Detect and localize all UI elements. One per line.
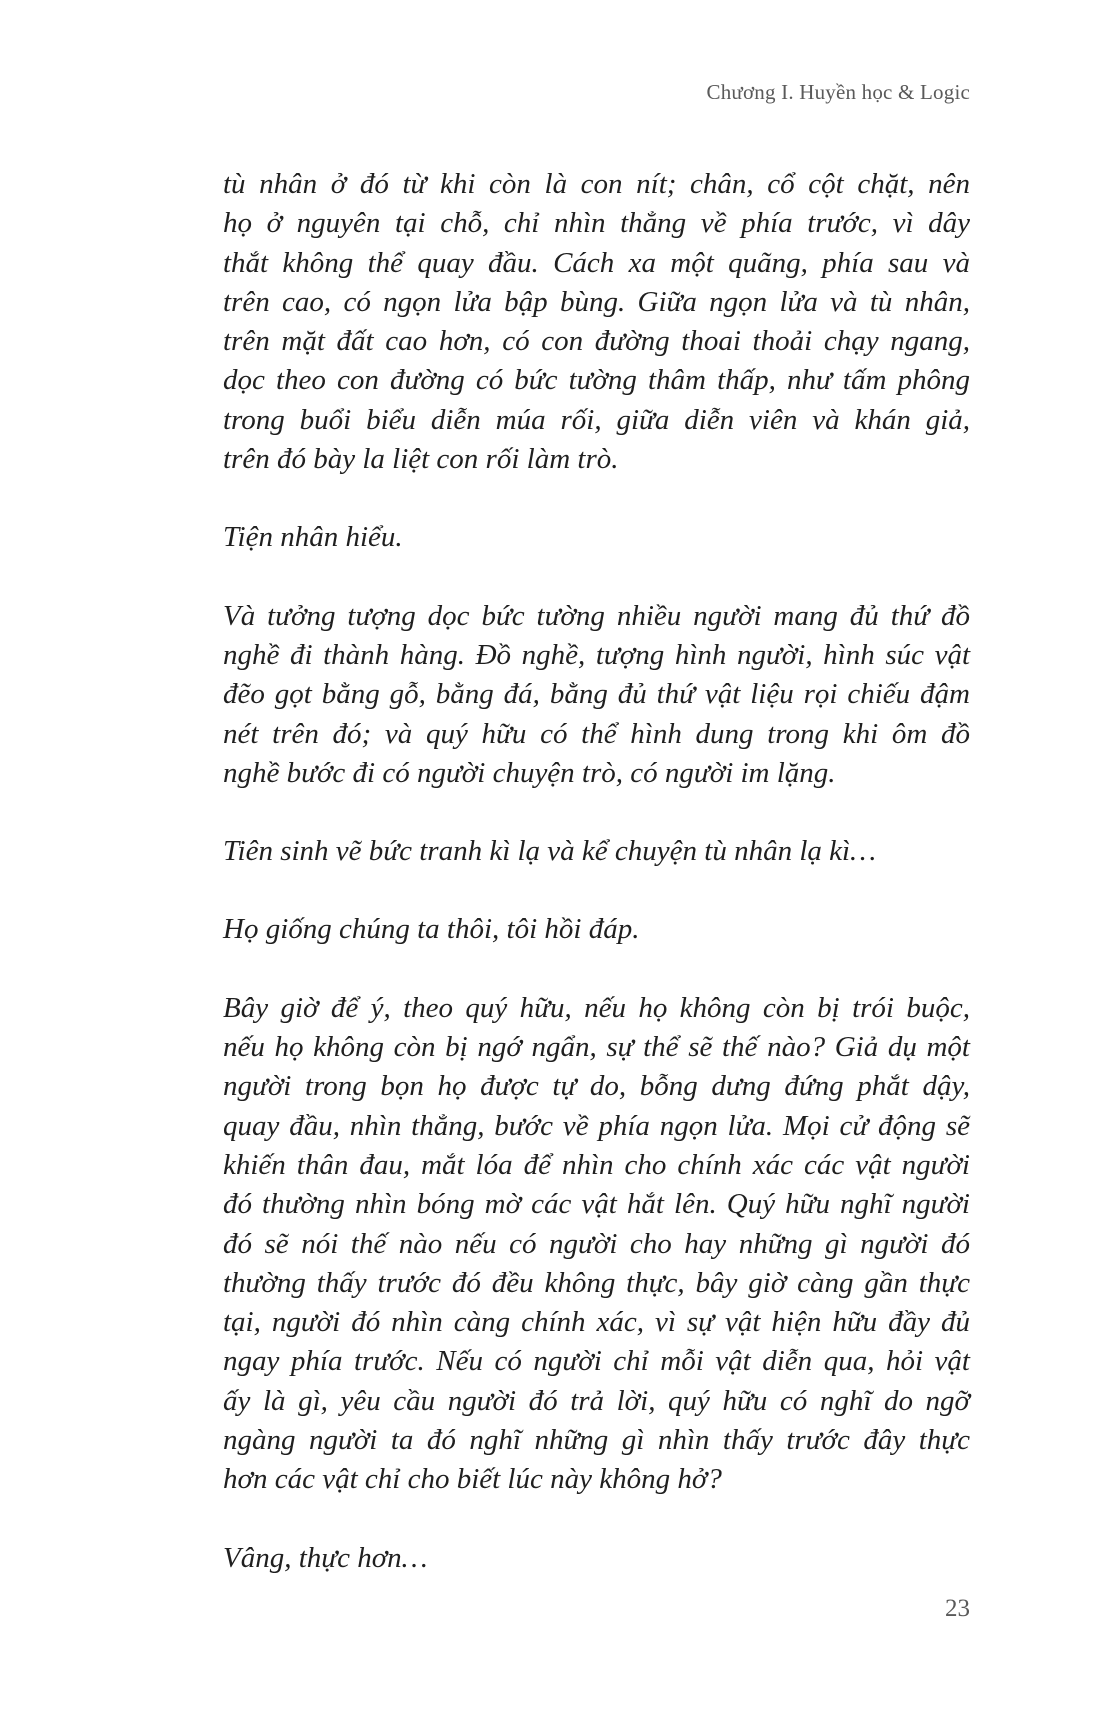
text-line: Bây giờ để ý, theo quý hữu, nếu họ không còn bị trói buộc, bbox=[223, 991, 970, 1024]
text-line: Tiên sinh vẽ bức tranh kì lạ và kể chuyện tù nhân lạ kì… bbox=[223, 835, 876, 868]
text-line: thường thấy trước đó đều không thực, bây giờ càng gần thực bbox=[223, 1266, 970, 1299]
paragraph-3 bbox=[223, 597, 970, 793]
paragraph-1 bbox=[223, 165, 970, 479]
text-line: tù nhân ở đó từ khi còn là con nít; chân, cổ cột chặt, nên bbox=[223, 168, 970, 200]
text-line: đẽo gọt bằng gỗ, bằng đá, bằng đủ thứ vật liệu rọi chiếu đậm bbox=[223, 678, 970, 711]
text-line: ngàng người ta đó nghĩ những gì nhìn thấy trước đây thực bbox=[223, 1424, 970, 1457]
text-line: trên cao, có ngọn lửa bập bùng. Giữa ngọn lửa và tù nhân, bbox=[223, 285, 970, 318]
text-line: quay đầu, nhìn thẳng, bước về phía ngọn lửa. Mọi cử động sẽ bbox=[223, 1109, 970, 1142]
text-line: Tiện nhân hiểu. bbox=[223, 521, 403, 554]
text-line: khiến thân đau, mắt lóa để nhìn cho chính xác các vật người bbox=[223, 1148, 970, 1181]
text-line: trên đó bày la liệt con rối làm trò. bbox=[223, 443, 619, 476]
text-line: họ ở nguyên tại chỗ, chỉ nhìn thẳng về phía trước, vì dây bbox=[223, 207, 970, 240]
text-line: ngay phía trước. Nếu có người chỉ mỗi vật diễn qua, hỏi vật bbox=[223, 1345, 970, 1378]
body-text bbox=[223, 165, 970, 1617]
text-line: nếu họ không còn bị ngớ ngẩn, sự thể sẽ thế nào? Giả dụ một bbox=[223, 1031, 970, 1064]
text-line: người trong bọn họ được tự do, bỗng dưng đứng phắt dậy, bbox=[223, 1070, 970, 1103]
page-number: 23 bbox=[945, 1595, 970, 1622]
text-line: dọc theo con đường có bức tường thâm thấp, như tấm phông bbox=[223, 364, 970, 397]
paragraph-5 bbox=[223, 910, 970, 949]
text-line: đó sẽ nói thế nào nếu có người cho hay những gì người đó bbox=[223, 1227, 970, 1260]
running-header: Chương I. Huyền học & Logic bbox=[706, 80, 970, 104]
text-line: thắt không thể quay đầu. Cách xa một quãng, phía sau và bbox=[223, 246, 970, 279]
text-line: nghề bước đi có người chuyện trò, có người im lặng. bbox=[223, 756, 836, 789]
text-line: Và tưởng tượng dọc bức tường nhiều người mang đủ thứ đồ bbox=[223, 599, 970, 632]
text-line: Vâng, thực hơn… bbox=[223, 1541, 428, 1574]
text-line: nghề đi thành hàng. Đồ nghề, tượng hình người, hình súc vật bbox=[223, 638, 970, 671]
text-line: ấy là gì, yêu cầu người đó trả lời, quý hữu có nghĩ do ngỡ bbox=[223, 1384, 970, 1417]
text-line: tại, người đó nhìn càng chính xác, vì sự vật hiện hữu đầy đủ bbox=[223, 1306, 970, 1339]
text-line: Họ giống chúng ta thôi, tôi hồi đáp. bbox=[223, 913, 640, 946]
text-line: hơn các vật chỉ cho biết lúc này không hở? bbox=[223, 1463, 722, 1496]
paragraph-4 bbox=[223, 832, 970, 871]
text-line: trên mặt đất cao hơn, có con đường thoai thoải chạy ngang, bbox=[223, 325, 970, 358]
paragraph-6 bbox=[223, 989, 970, 1500]
text-line: nét trên đó; và quý hữu có thể hình dung trong khi ôm đồ bbox=[223, 717, 970, 750]
paragraph-7 bbox=[223, 1539, 970, 1578]
paragraph-2 bbox=[223, 518, 970, 557]
text-line: trong buổi biểu diễn múa rối, giữa diễn viên và khán giả, bbox=[223, 403, 970, 436]
text-line: đó thường nhìn bóng mờ các vật hắt lên. Quý hữu nghĩ người bbox=[223, 1188, 970, 1221]
